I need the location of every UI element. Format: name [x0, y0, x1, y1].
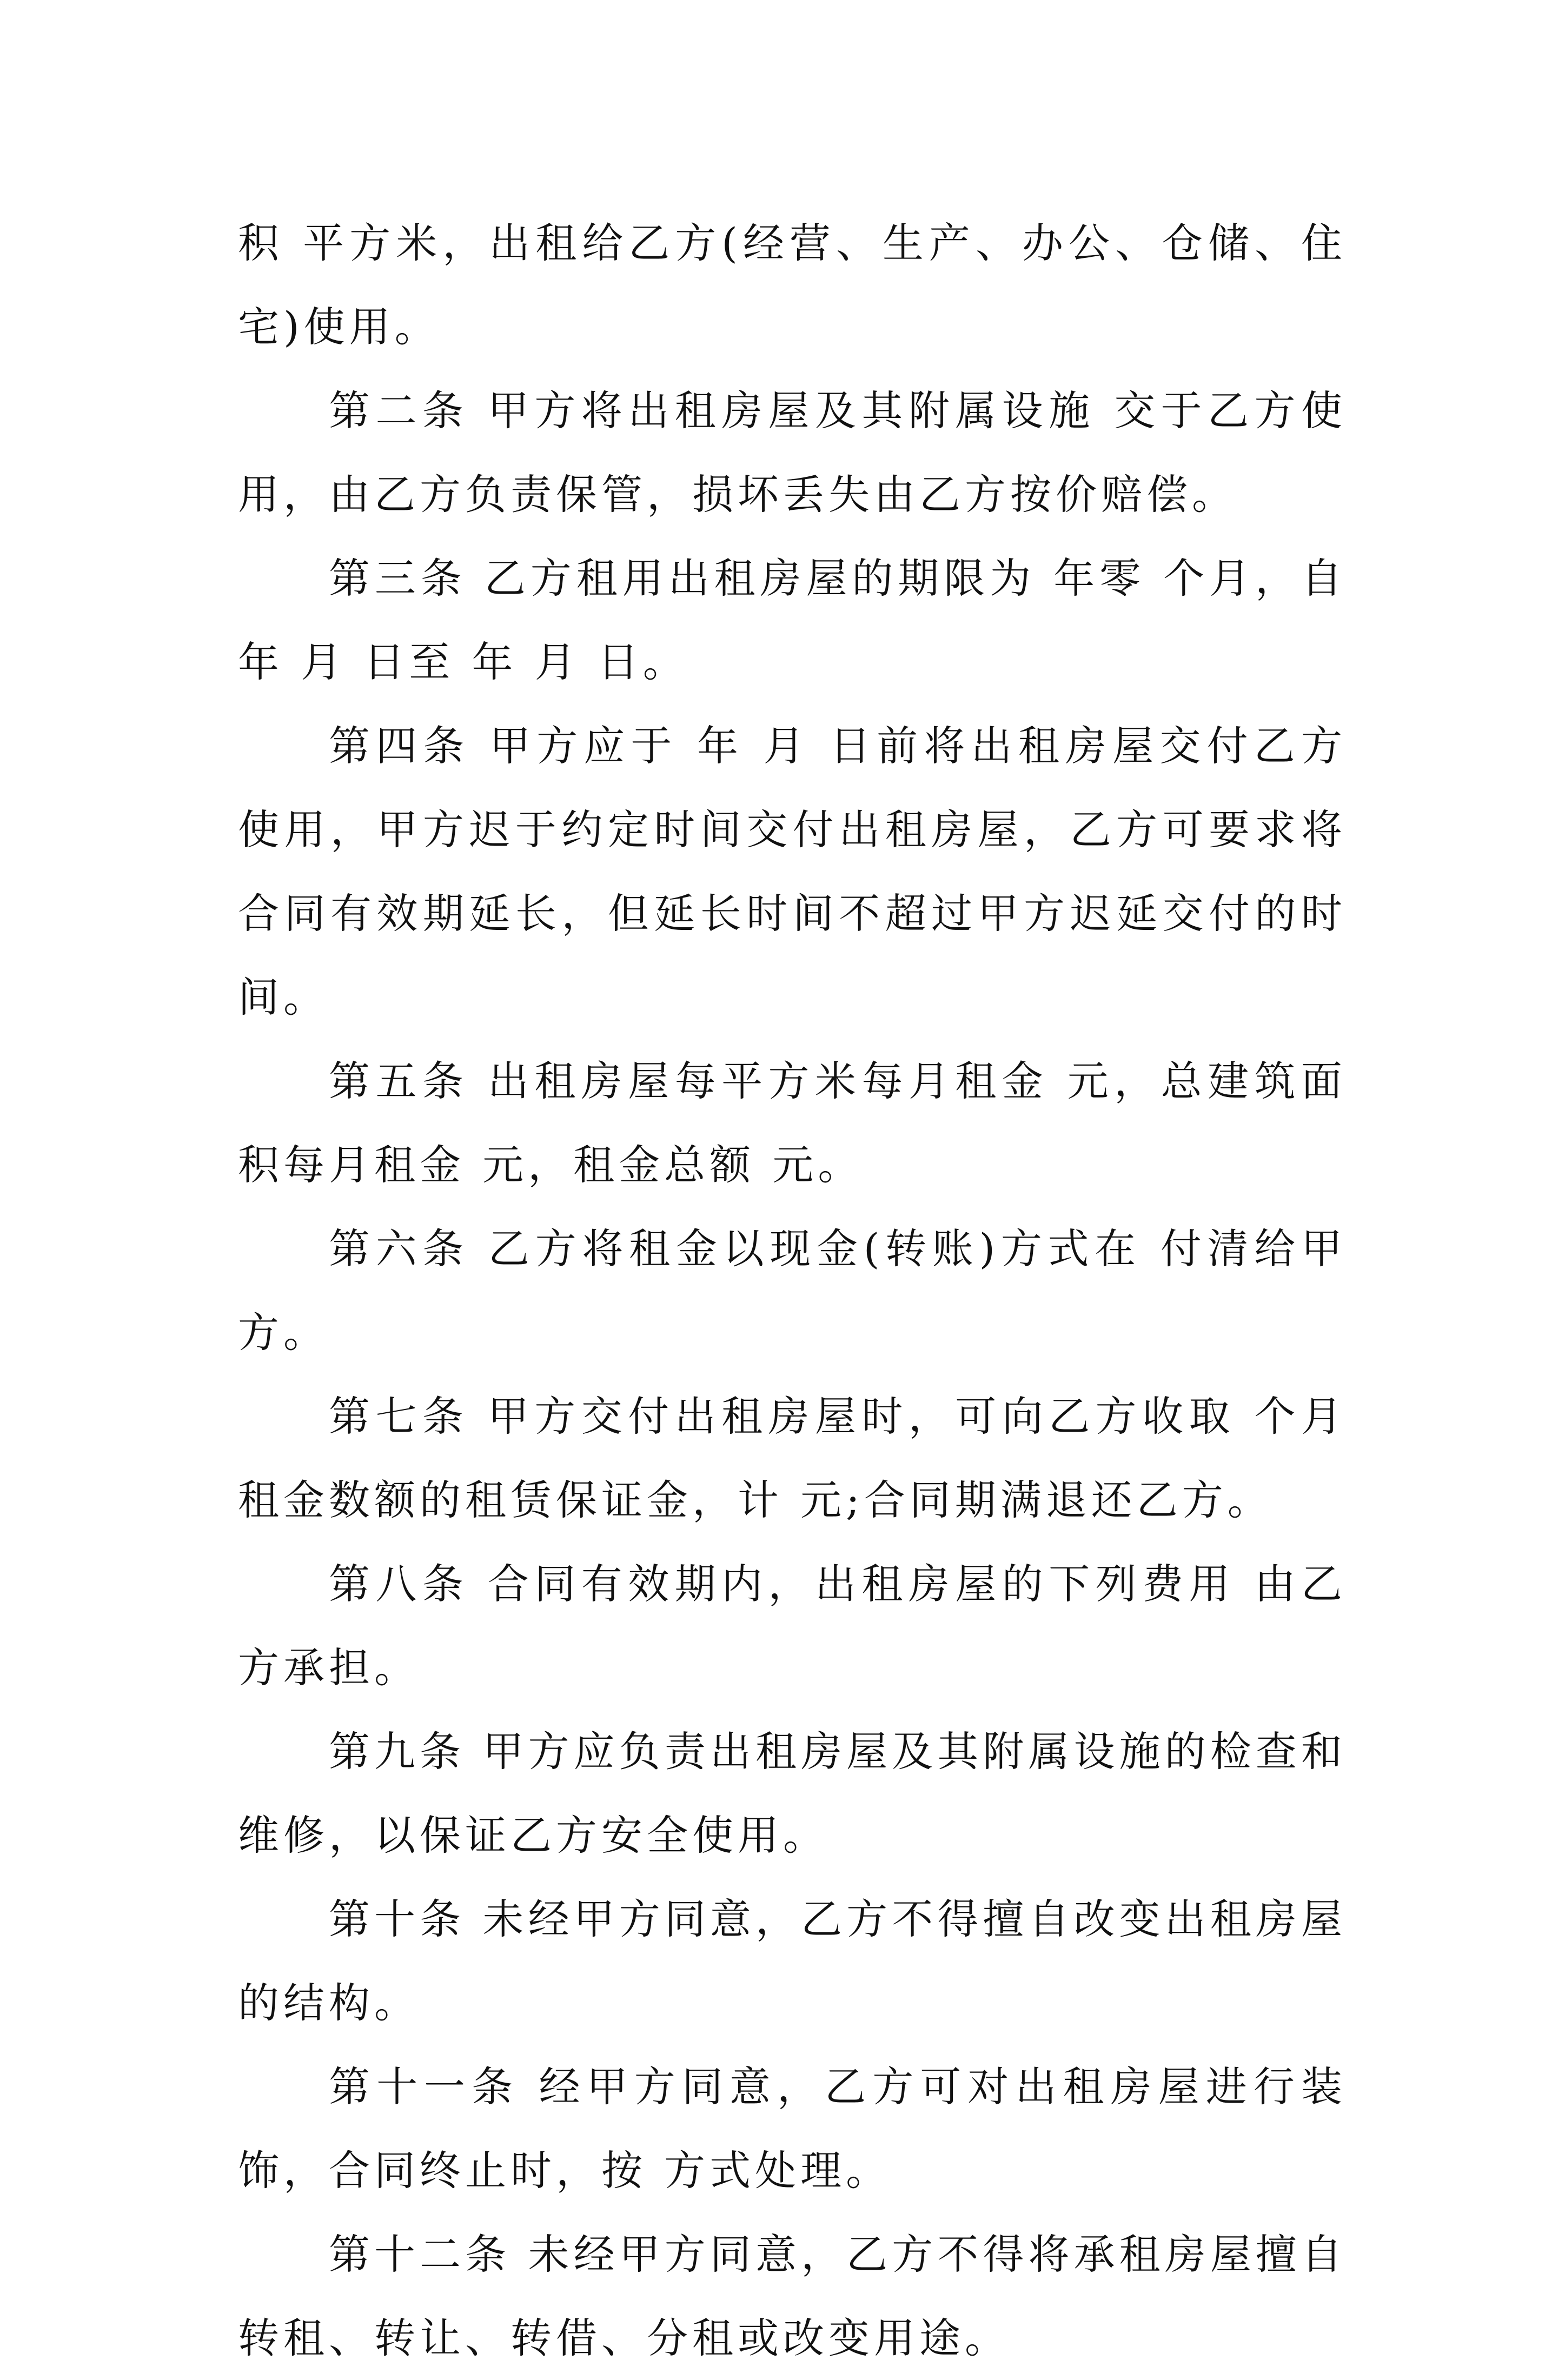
paragraph-article-10: 第十条 未经甲方同意，乙方不得擅自改变出租房屋的结构。	[238, 1895, 1347, 2027]
paragraph-article-11: 第十一条 经甲方同意，乙方可对出租房屋进行装饰，合同终止时，按 方式处理。	[238, 2063, 1347, 2195]
paragraph-article-12: 第十二条 未经甲方同意，乙方不得将承租房屋擅自转租、转让、转借、分租或改变用途。	[238, 2230, 1347, 2362]
paragraph-article-5: 第五条 出租房屋每平方米每月租金 元，总建筑面积每月租金 元，租金总额 元。	[238, 1057, 1347, 1189]
paragraph-article-3: 第三条 乙方租用出租房屋的期限为 年零 个月，自 年 月 日至 年 月 日。	[238, 554, 1347, 686]
paragraph-article-4: 第四条 甲方应于 年 月 日前将出租房屋交付乙方使用，甲方迟于约定时间交付出租房屋，乙方可要求将合同有效期延长，但延长时间不超过甲方迟延交付的时间。	[238, 722, 1347, 1021]
paragraph-article-9: 第九条 甲方应负责出租房屋及其附属设施的检查和维修，以保证乙方安全使用。	[238, 1727, 1347, 1859]
paragraph-article-6: 第六条 乙方将租金以现金(转账)方式在 付清给甲方。	[238, 1225, 1347, 1357]
paragraph-area-usage: 积 平方米，出租给乙方(经营、生产、办公、仓储、住宅)使用。	[238, 219, 1347, 351]
contract-body	[238, 201, 1347, 2380]
paragraph-article-8: 第八条 合同有效期内，出租房屋的下列费用 由乙方承担。	[238, 1560, 1347, 1692]
paragraph-article-7: 第七条 甲方交付出租房屋时，可向乙方收取 个月租金数额的租赁保证金，计 元;合同期满退还乙方。	[238, 1392, 1347, 1524]
paragraph-article-2: 第二条 甲方将出租房屋及其附属设施 交于乙方使用，由乙方负责保管，损坏丢失由乙方按价赔偿。	[238, 387, 1347, 518]
